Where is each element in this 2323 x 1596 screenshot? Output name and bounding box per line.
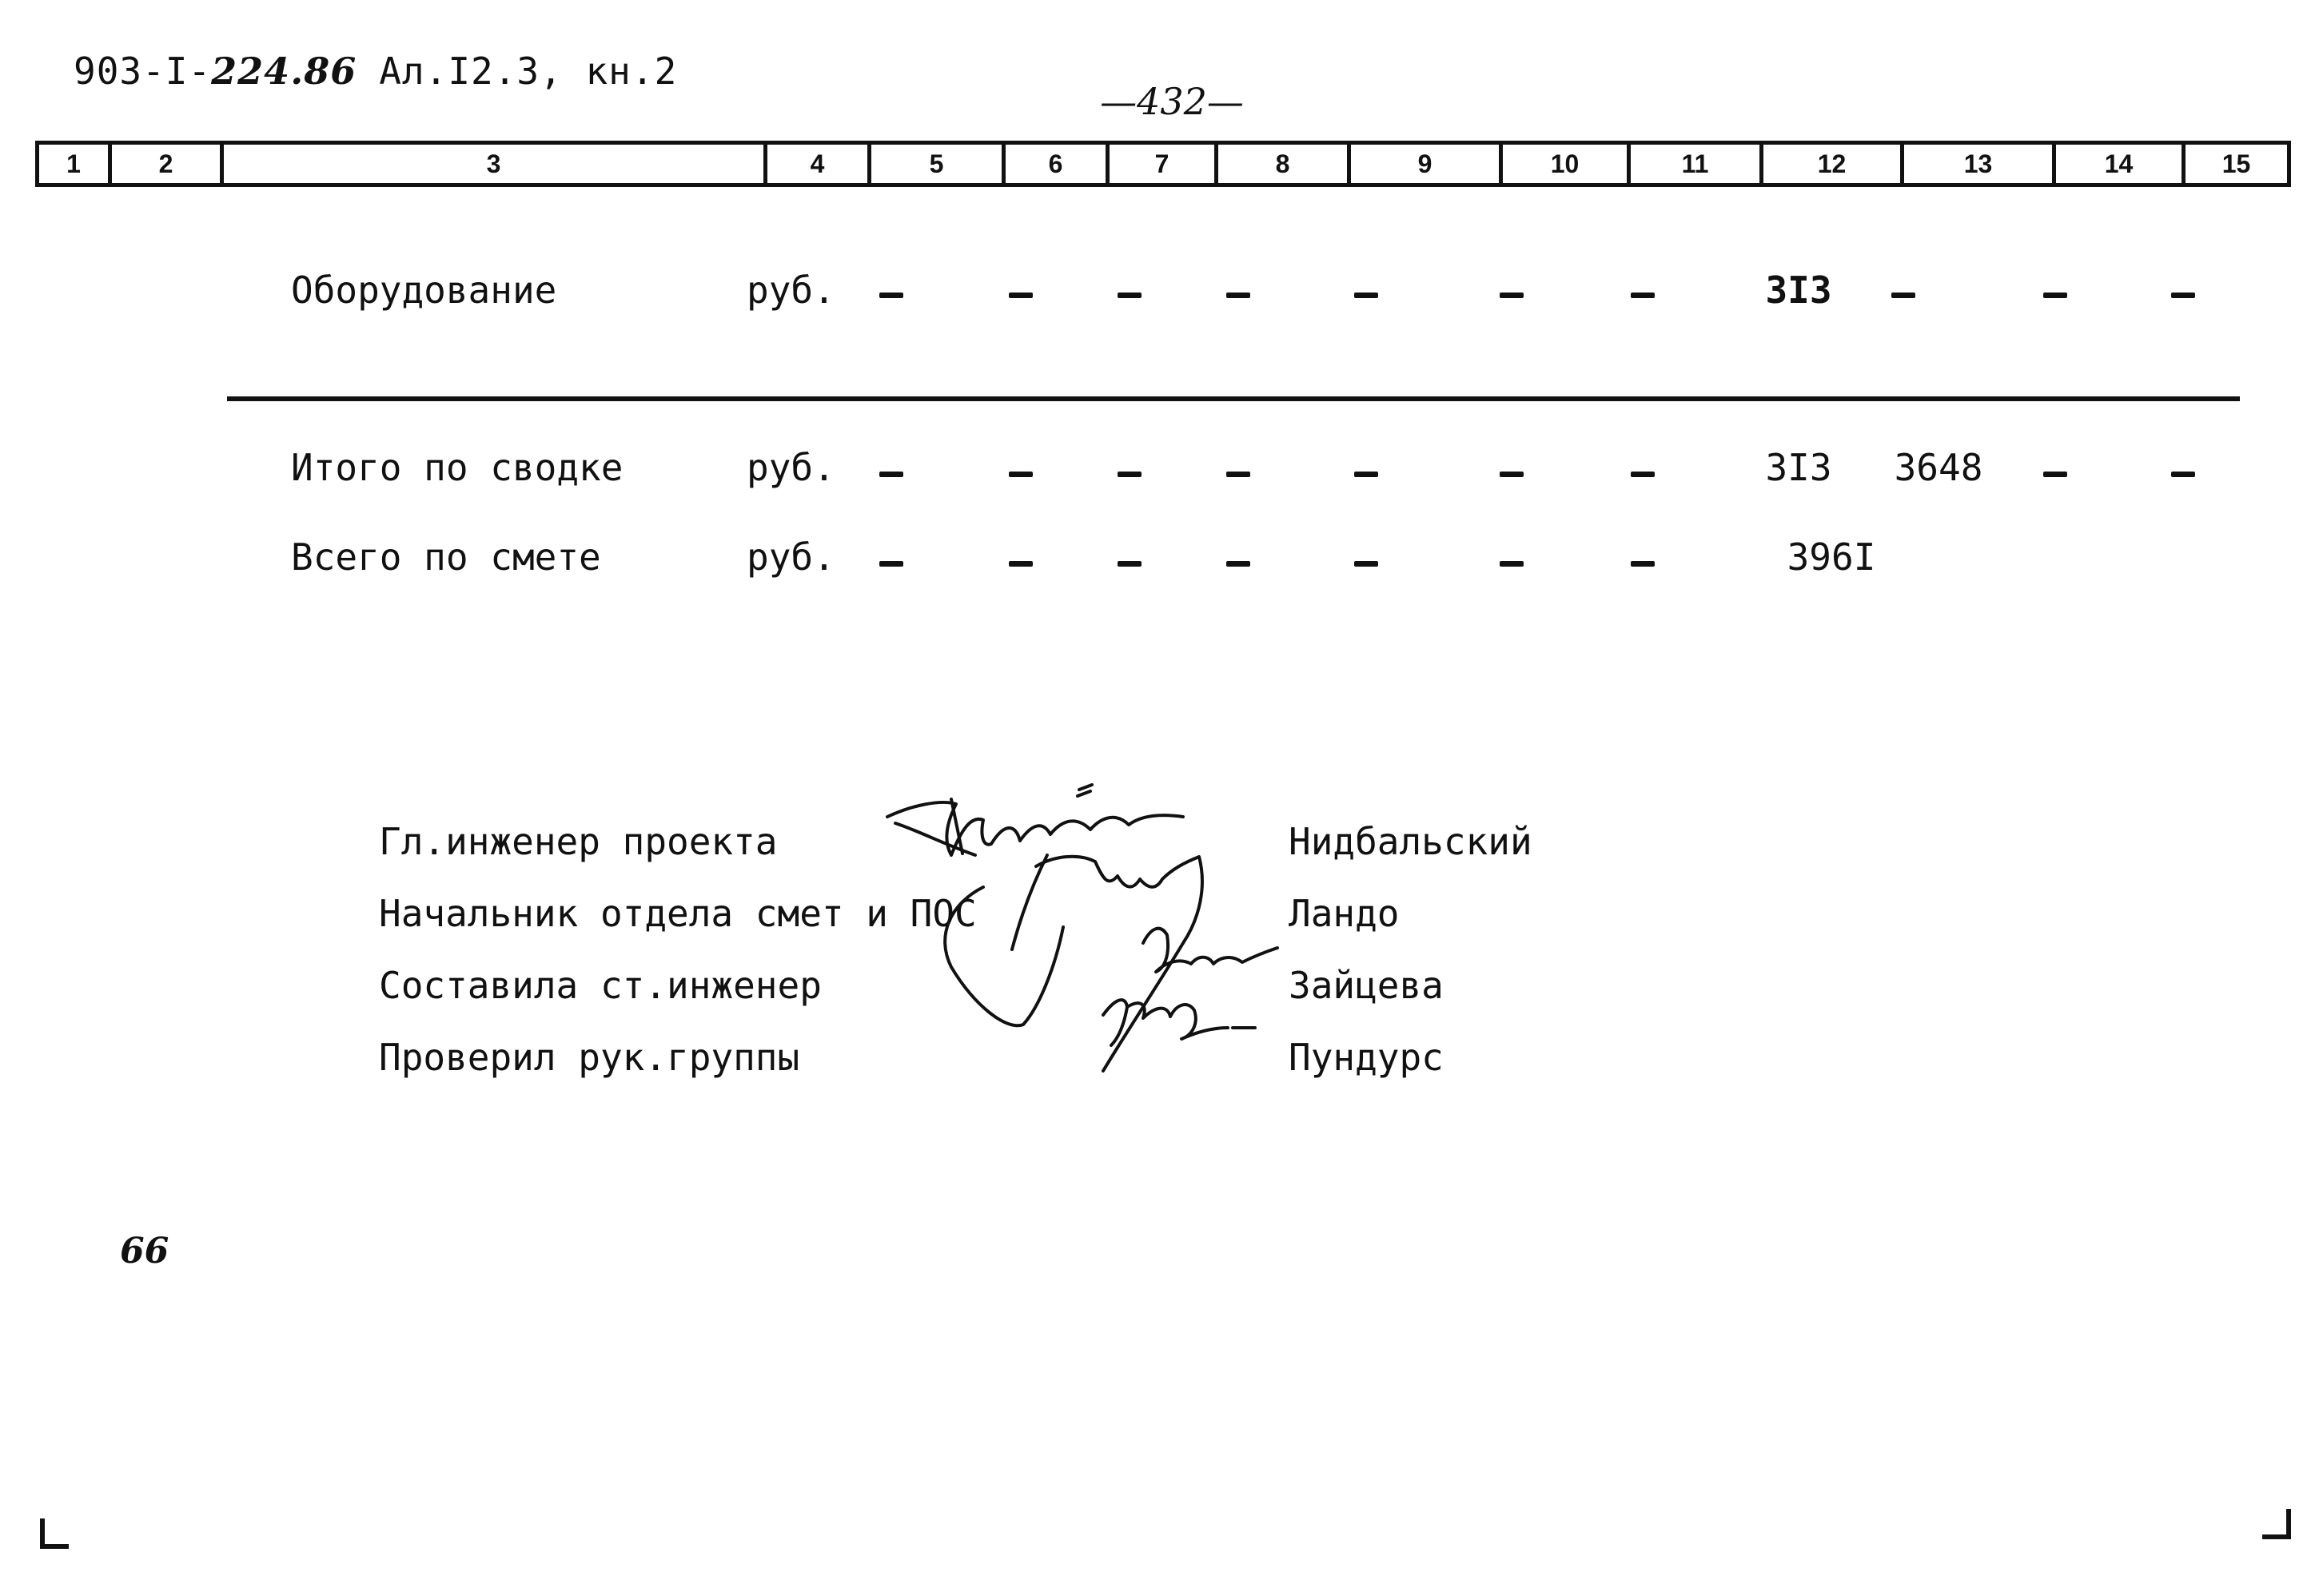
dash	[1631, 472, 1655, 477]
column-number: 9	[1347, 145, 1499, 183]
row-unit: руб.	[747, 446, 835, 489]
column-number: 6	[1002, 145, 1106, 183]
dash	[1118, 472, 1142, 477]
dash	[1500, 293, 1524, 298]
dash	[1009, 561, 1033, 567]
dash	[1354, 472, 1378, 477]
handwritten-signatures	[863, 767, 1311, 1103]
dash	[2171, 472, 2195, 477]
signature-name: Нидбальский	[1289, 820, 1532, 863]
section-divider	[227, 396, 2240, 401]
document-code-suffix: Ал.I2.3, кн.2	[379, 50, 678, 93]
dash	[1354, 293, 1378, 298]
row-label: Оборудование	[291, 269, 557, 312]
column-number: 15	[2182, 145, 2287, 183]
row-label: Итого по сводке	[291, 446, 624, 489]
grand-total: 396I	[1787, 535, 1876, 579]
column-number: 11	[1627, 145, 1759, 183]
dash	[1226, 293, 1250, 298]
page-number: —432—	[1100, 80, 1244, 123]
dash	[1118, 293, 1142, 298]
dash	[879, 561, 903, 567]
dash	[1226, 472, 1250, 477]
column-number: 8	[1214, 145, 1347, 183]
signature-role: Начальник отдела смет и ПОС	[379, 892, 977, 935]
dash	[1226, 561, 1250, 567]
column-number-strip	[35, 141, 2291, 187]
document-code	[74, 50, 677, 93]
column-number: 2	[108, 145, 220, 183]
cell-col-12: 3I3	[1765, 446, 1832, 489]
corner-mark-left	[40, 1518, 69, 1549]
row-label: Всего по смете	[291, 535, 601, 579]
column-number: 7	[1106, 145, 1214, 183]
dash	[879, 293, 903, 298]
signature-role: Гл.инженер проекта	[379, 820, 778, 863]
dash	[1009, 472, 1033, 477]
dash	[2043, 293, 2067, 298]
dash	[1118, 561, 1142, 567]
signature-name: Ландо	[1289, 892, 1400, 935]
column-number: 5	[867, 145, 1002, 183]
dash	[2043, 472, 2067, 477]
signature-name: Зайцева	[1289, 964, 1444, 1007]
dash	[1631, 561, 1655, 567]
dash	[1500, 561, 1524, 567]
column-number: 14	[2052, 145, 2182, 183]
cell-col-12: 3I3	[1765, 269, 1832, 312]
dash	[1354, 561, 1378, 567]
dash	[1891, 293, 1915, 298]
row-unit: руб.	[747, 269, 835, 312]
cell-col-13: 3648	[1894, 446, 1983, 489]
signature-role: Составила ст.инженер	[379, 964, 822, 1007]
column-number: 4	[763, 145, 867, 183]
dash	[879, 472, 903, 477]
column-number: 12	[1759, 145, 1900, 183]
row-unit: руб.	[747, 535, 835, 579]
column-number: 13	[1900, 145, 2052, 183]
column-number: 10	[1499, 145, 1627, 183]
column-number: 1	[66, 149, 81, 178]
sheet-mark: 66	[120, 1231, 169, 1272]
dash	[1009, 293, 1033, 298]
document-code-prefix: 903-I-	[74, 50, 212, 93]
dash	[2171, 293, 2195, 298]
corner-mark-right	[2262, 1509, 2291, 1539]
dash	[1631, 293, 1655, 298]
signature-name: Пундурс	[1289, 1036, 1444, 1079]
column-number: 3	[220, 145, 763, 183]
signature-role: Проверил рук.группы	[379, 1036, 800, 1079]
document-code-handwritten: 224.86	[211, 50, 357, 93]
dash	[1500, 472, 1524, 477]
